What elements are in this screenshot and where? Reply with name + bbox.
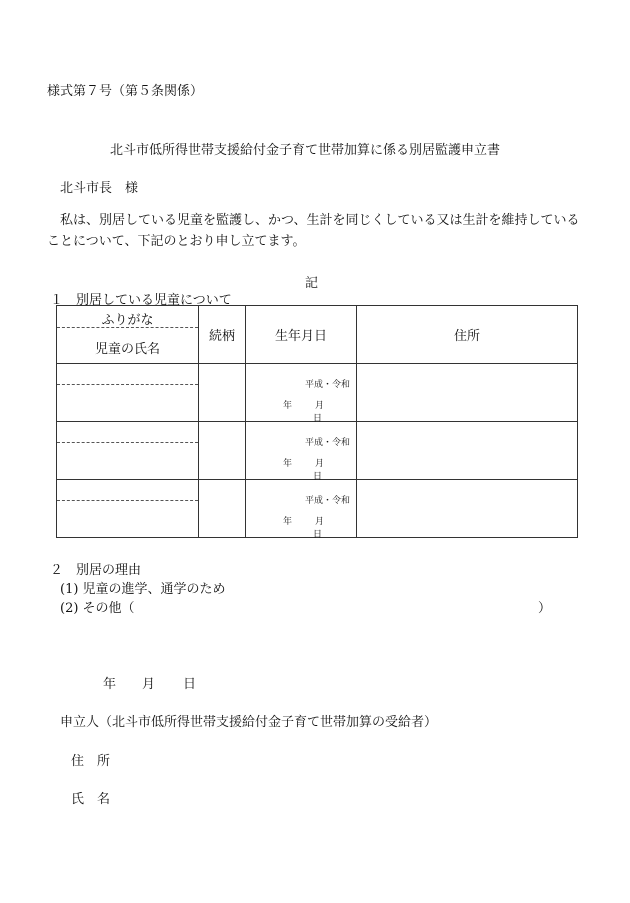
era-label: 平成・令和 — [304, 380, 350, 390]
applicant-address-label: 住 所 — [71, 754, 111, 769]
birthdate-cell[interactable] — [246, 480, 357, 538]
name-header-cell — [57, 306, 199, 364]
relation-cell[interactable] — [199, 480, 246, 538]
applicant-label: 申立人（北斗市低所得世帯支援給付金子育て世帯加算の受給者） — [60, 715, 438, 730]
applicant-name-label: 氏 名 — [71, 792, 111, 807]
relation-header: 続柄 — [199, 306, 246, 364]
birthdate-cell[interactable] — [246, 422, 357, 480]
day-label: 日 — [312, 414, 322, 424]
table-row — [57, 422, 578, 480]
month-label: 月 — [315, 401, 325, 411]
table-row — [57, 364, 578, 422]
ki-marker: 記 — [305, 276, 319, 291]
address-cell[interactable] — [357, 480, 578, 538]
child-name-cell[interactable] — [57, 364, 199, 422]
furigana-divider — [57, 384, 198, 385]
address-header: 住所 — [357, 306, 578, 364]
birthdate-header: 生年月日 — [246, 306, 357, 364]
reason-option-2[interactable]: (2) その他（ — [60, 601, 135, 616]
era-label: 平成・令和 — [304, 496, 350, 506]
year-label: 年 — [282, 401, 292, 411]
reason-option-2-close: ） — [538, 601, 552, 616]
relation-cell[interactable] — [199, 422, 246, 480]
address-cell[interactable] — [357, 364, 578, 422]
ymd-labels — [279, 514, 356, 540]
reason-option-1[interactable]: (1) 児童の進学、通学のため — [60, 582, 226, 597]
furigana-divider — [57, 500, 198, 501]
year-label: 年 — [282, 459, 292, 469]
ymd-labels — [279, 456, 356, 482]
date-day: 日 — [183, 677, 197, 692]
child-name-cell[interactable] — [57, 480, 199, 538]
table-row — [57, 480, 578, 538]
era-label: 平成・令和 — [304, 438, 350, 448]
children-table — [56, 305, 578, 538]
document-title: 北斗市低所得世帯支援給付金子育て世帯加算に係る別居監護申立書 — [110, 143, 501, 158]
date-year: 年 — [103, 677, 117, 692]
addressee: 北斗市長 様 — [60, 181, 139, 196]
ymd-labels — [279, 398, 356, 424]
relation-cell[interactable] — [199, 364, 246, 422]
furigana-header: ふりがな — [101, 313, 154, 328]
statement-paragraph: 私は、別居している児童を監護し、かつ、生計を同じくしている又は生計を維持していることについて、下記のとおり申し立てます。 — [47, 213, 580, 249]
section2-heading: ２ 別居の理由 — [50, 563, 142, 578]
month-label: 月 — [315, 517, 325, 527]
furigana-divider — [57, 442, 198, 443]
child-name-cell[interactable] — [57, 422, 199, 480]
form-number: 様式第７号（第５条関係） — [47, 84, 204, 99]
month-label: 月 — [315, 459, 325, 469]
year-label: 年 — [282, 517, 292, 527]
birthdate-cell[interactable] — [246, 364, 357, 422]
day-label: 日 — [312, 472, 322, 482]
date-month: 月 — [142, 677, 156, 692]
furigana-divider — [57, 327, 198, 328]
address-cell[interactable] — [357, 422, 578, 480]
day-label: 日 — [312, 530, 322, 540]
child-name-header: 児童の氏名 — [94, 342, 160, 357]
section1-heading: １ 別居している児童について — [50, 293, 232, 308]
table-header-row — [57, 306, 578, 364]
